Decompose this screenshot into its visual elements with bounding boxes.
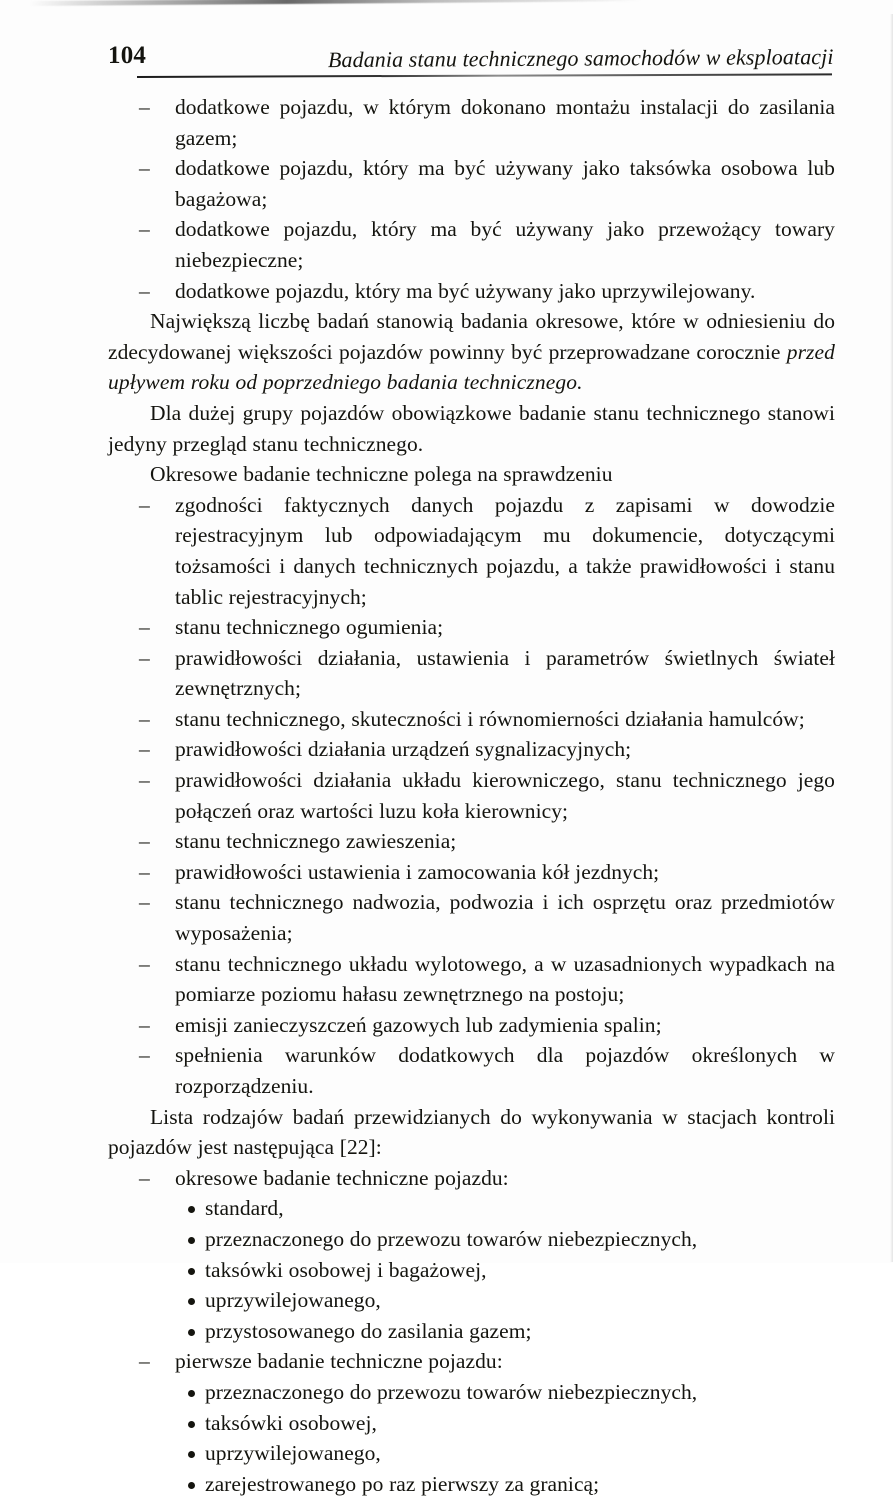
sublist-first-inspection bbox=[108, 1377, 835, 1499]
list-item bbox=[108, 1285, 835, 1316]
bullet-dot-icon bbox=[188, 1237, 195, 1244]
list-item bbox=[108, 826, 835, 857]
list-inspection-scope bbox=[108, 490, 835, 1102]
list-item bbox=[108, 704, 835, 735]
list-item bbox=[108, 765, 835, 826]
list-item bbox=[108, 1438, 835, 1469]
list-item bbox=[108, 214, 835, 275]
dash-marker: – bbox=[139, 951, 150, 976]
list-item-text: przeznaczonego do przewozu towarów niebezpiecznych, bbox=[205, 1379, 698, 1404]
list-item-text: stanu technicznego zawieszenia; bbox=[175, 829, 457, 854]
bullet-dot-icon bbox=[188, 1451, 195, 1458]
page-body bbox=[108, 92, 835, 1499]
dash-marker: – bbox=[139, 1043, 150, 1068]
dash-marker: – bbox=[139, 859, 150, 884]
dash-marker: – bbox=[139, 217, 150, 242]
list-item-text: stanu technicznego, skuteczności i równomierności działania hamulców; bbox=[175, 706, 805, 731]
list-item bbox=[108, 490, 835, 612]
group-periodic-inspection bbox=[108, 1163, 835, 1194]
list-item-text: taksówki osobowej i bagażowej, bbox=[205, 1257, 487, 1282]
list-item bbox=[108, 734, 835, 765]
list-item-text: stanu technicznego układu wylotowego, a w uzasadnionych wypadkach na pomiarze poziomu hałasu zewnętrznego na postoju; bbox=[175, 951, 835, 1007]
dash-marker: – bbox=[139, 645, 150, 670]
paragraph-text-regular: Największą liczbę badań stanowią badania okresowe, które w odniesieniu do zdecydowanej większości pojazdów powinny być przeprowadzane corocznie bbox=[108, 309, 835, 364]
page-number: 104 bbox=[108, 42, 147, 69]
list-item-text: prawidłowości ustawienia i zamocowania kół jezdnych; bbox=[175, 859, 660, 884]
dash-marker: – bbox=[139, 829, 150, 854]
group-heading: okresowe badanie techniczne pojazdu: bbox=[175, 1165, 509, 1190]
list-item-text: przystosowanego do zasilania gazem; bbox=[205, 1318, 532, 1343]
list-item-text: uprzywilejowanego, bbox=[205, 1441, 381, 1466]
dash-marker: – bbox=[139, 1349, 150, 1374]
list-item bbox=[108, 1040, 835, 1101]
list-item-text: dodatkowe pojazdu, który ma być używany jako przewożący towary niebezpieczne; bbox=[175, 217, 835, 272]
running-title: Badania stanu technicznego samochodów w eksploatacji bbox=[328, 44, 834, 73]
dash-marker: – bbox=[139, 890, 150, 915]
list-item bbox=[108, 1163, 835, 1194]
dash-marker: – bbox=[139, 615, 150, 640]
bullet-dot-icon bbox=[188, 1390, 195, 1397]
scan-edge-shadow bbox=[30, 0, 642, 6]
dash-marker: – bbox=[139, 1012, 150, 1037]
list-item bbox=[108, 1316, 835, 1347]
group-first-inspection bbox=[108, 1346, 835, 1377]
list-item-text: dodatkowe pojazdu, który ma być używany jako uprzywilejowany. bbox=[175, 278, 756, 303]
list-item-text: spełnienia warunków dodatkowych dla pojazdów określonych w rozporządzeniu. bbox=[175, 1043, 835, 1098]
list-item bbox=[108, 643, 835, 704]
bullet-dot-icon bbox=[188, 1268, 195, 1275]
bullet-dot-icon bbox=[188, 1206, 195, 1213]
list-item-text: dodatkowe pojazdu, który ma być używany jako taksówka osobowa lub bagażowa; bbox=[175, 156, 835, 211]
list-item bbox=[108, 1224, 835, 1255]
list-item-text: uprzywilejowanego, bbox=[205, 1288, 381, 1313]
list-item bbox=[108, 949, 835, 1010]
list-item bbox=[108, 612, 835, 643]
page-header bbox=[108, 41, 834, 77]
list-item-text: zarejestrowanego po raz pierwszy za granicą; bbox=[205, 1471, 600, 1496]
bullet-dot-icon bbox=[188, 1329, 195, 1336]
paragraph-list-intro: Lista rodzajów badań przewidzianych do wykonywania w stacjach kontroli pojazdów jest następująca [22]: bbox=[108, 1104, 835, 1160]
list-item bbox=[108, 1408, 835, 1439]
list-item bbox=[108, 1010, 835, 1041]
list-vehicle-types bbox=[108, 92, 835, 306]
bullet-dot-icon bbox=[188, 1482, 195, 1489]
list-item bbox=[108, 887, 835, 948]
paragraph-large-group: Dla dużej grupy pojazdów obowiązkowe badanie stanu technicznego stanowi jedyny przegląd stanu technicznego. bbox=[108, 400, 835, 456]
list-item-text: zgodności faktycznych danych pojazdu z zapisami w dowodzie rejestracyjnym lub odpowiadającym mu dokumencie, dotyczącymi tożsamości i danych technicznych pojazdu, a także prawidłowości i stanu tablic rejestracyjnych; bbox=[175, 492, 835, 609]
bullet-dot-icon bbox=[188, 1421, 195, 1428]
dash-marker: – bbox=[139, 1165, 150, 1190]
list-item bbox=[108, 857, 835, 888]
list-item bbox=[108, 276, 835, 307]
group-heading: pierwsze badanie techniczne pojazdu: bbox=[175, 1349, 503, 1374]
list-item-text: stanu technicznego ogumienia; bbox=[175, 615, 444, 640]
list-item bbox=[108, 1255, 835, 1286]
paragraph-periodic-majority bbox=[108, 306, 835, 398]
list-item bbox=[108, 1377, 835, 1408]
list-item bbox=[108, 1346, 835, 1377]
list-item-text: prawidłowości działania urządzeń sygnalizacyjnych; bbox=[175, 737, 632, 762]
dash-marker: – bbox=[139, 492, 150, 517]
sublist-periodic-inspection bbox=[108, 1193, 835, 1346]
dash-marker: – bbox=[139, 737, 150, 762]
dash-marker: – bbox=[139, 156, 150, 181]
list-item-text: dodatkowe pojazdu, w którym dokonano montażu instalacji do zasilania gazem; bbox=[175, 95, 835, 150]
list-item-text: przeznaczonego do przewozu towarów niebezpiecznych, bbox=[205, 1226, 698, 1251]
list-item bbox=[108, 1469, 835, 1499]
list-item-text: prawidłowości działania, ustawienia i parametrów świetlnych świateł zewnętrznych; bbox=[175, 645, 835, 701]
dash-marker: – bbox=[139, 278, 150, 303]
dash-marker: – bbox=[139, 768, 150, 793]
list-item-text: taksówki osobowej, bbox=[205, 1410, 377, 1435]
list-item-text: stanu technicznego nadwozia, podwozia i ich osprzętu oraz przedmiotów wyposażenia; bbox=[175, 890, 835, 946]
list-item bbox=[108, 92, 835, 153]
list-item-text: standard, bbox=[205, 1196, 284, 1221]
paragraph-scope-lead-in: Okresowe badanie techniczne polega na sprawdzeniu bbox=[150, 462, 613, 487]
dash-marker: – bbox=[139, 95, 150, 119]
bullet-dot-icon bbox=[188, 1298, 195, 1305]
list-item bbox=[108, 1193, 835, 1224]
dash-marker: – bbox=[139, 706, 150, 731]
list-item-text: emisji zanieczyszczeń gazowych lub zadymienia spalin; bbox=[175, 1012, 662, 1037]
paragraph-text-alt-face: przed upływem roku od poprzedniego badania technicznego. bbox=[108, 339, 835, 395]
list-item-text: prawidłowości działania układu kierowniczego, stanu technicznego jego połączeń oraz wartości luzu koła kierownicy; bbox=[175, 768, 835, 823]
list-item bbox=[108, 153, 835, 214]
